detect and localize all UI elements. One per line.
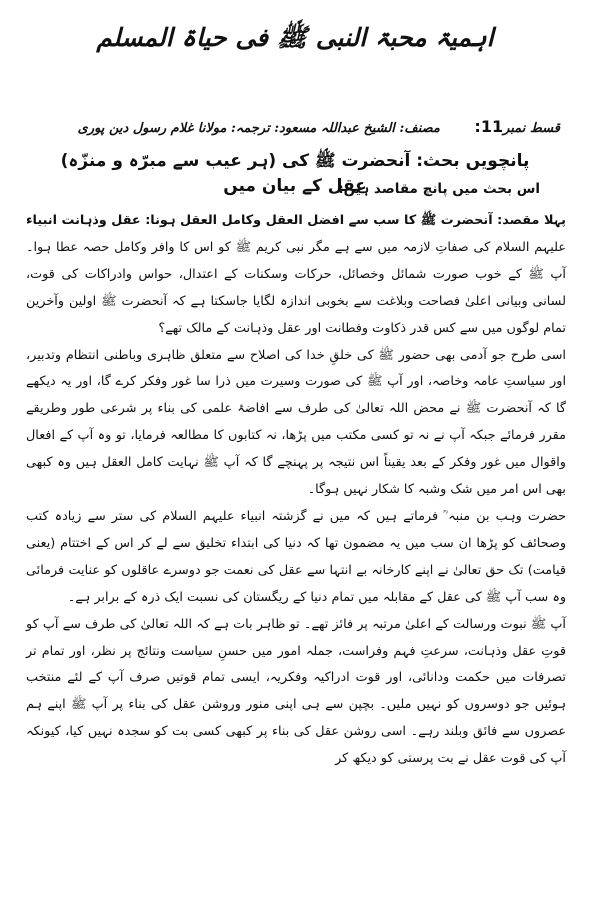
section-heading: پانچویں بحث: آنحضرت ﷺ کی (ہر عیب سے مبرّہ و منزّہ) عقل کے بیان میں bbox=[60, 151, 530, 196]
paragraph-lead: پہلا مقصد: آنحضرت ﷺ کا سب سے افضل العقل وکامل العقل ہونا: عقل وذہانت انبیاء bbox=[26, 213, 566, 228]
byline bbox=[30, 117, 560, 136]
installment bbox=[474, 117, 560, 136]
installment-number: 11: bbox=[474, 117, 504, 136]
paragraph bbox=[26, 343, 566, 504]
article-body bbox=[26, 208, 566, 773]
paragraph-text: آپ ﷺ نبوت ورسالت کے اعلیٰ مرتبہ پر فائز تھے۔ تو ظاہر بات ہے کہ اللہ تعالیٰ کی طرف سے آپ کو قوتِ عقل وذہانت، سرعتِ فہم وفراست، جملہ امور میں حسنِ سیاست ونتائج پر نظر، اور تمام تر تصرفات میں حکمت ودانائی، اور قوت ادراکیہ وفکریہ، ایسی تمام قوتیں صرف آپ کے لئے منتخب ہوئیں جو دوسروں کو نہیں ملیں۔ بچپن سے ہی اپنی منور وروشن عقل کی بناء پر آپ ﷺ اپنے ہم عصروں سے فائق وبلند رہے۔ اسی روشن عقل کی بناء پر کبھی کسی بت کو سجدہ نہیں کیا، کیونکہ آپ کی قوت عقل نے بت پرستی کو دیکھ کر bbox=[26, 616, 566, 767]
page-title: اہمیۃ محبۃ النبی ﷺ فی حیاۃ المسلم bbox=[96, 23, 494, 52]
paragraph bbox=[26, 504, 566, 612]
paragraph-text: حضرت وہب بن منبہ ؒ فرماتے ہیں کہ میں نے گزشتہ انبیاء علیہم السلام کی ستر سے زیادہ کتب وصحائف کو پڑھا ان سب میں یہ مضمون تھا کہ دنیا کی ابتداء تخلیق سے لے کر اس کے اختتام (یعنی قیامت) تک حق تعالیٰ نے اپنے کارخانہ بے انتہا سے عقل کی نعمت جو دوسرے عاقلوں کو عنایت فرمائی وہ سب آپ ﷺ کی عقل کے مقابلہ میں تمام دنیا کے ریگستان کی نسبت ایک ذرہ کے برابر ہے۔ bbox=[26, 508, 566, 605]
installment-label: قسط نمبر bbox=[503, 121, 560, 136]
paragraph bbox=[26, 208, 566, 343]
author-translator: مصنف: الشیخ عبداللہ مسعود: ترجمہ: مولانا غلام رسول دین پوری bbox=[77, 121, 440, 136]
title-divider bbox=[60, 104, 530, 105]
paragraph-text: اسی طرح جو آدمی بھی حضور ﷺ کی خلقِ خدا کی اصلاح سے متعلق ظاہری وباطنی انتظام وتدبیر، اور سیاستِ عامہ وخاصہ، اور آپ ﷺ کی صورت وسیرت میں ذرا سا غور وفکر کرے گا، اور یہ دیکھے گا کہ آنحضرت ﷺ نے محض اللہ تعالیٰ کی طرف سے افاضۂ علمی کی بناء پر شرعی طور وطریقے مقرر فرمائے جبکہ آپ نے نہ تو کسی مکتب میں پڑھا، نہ کتابوں کا مطالعہ فرمایا، تو وہ آپ کے افعال واقوال میں غور وفکر کے بعد یقیناً اس نتیجہ پر پہنچے گا کہ آپ ﷺ نہایت کامل العقل ہیں وہ کبھی بھی اس امر میں شک وشبہ کا شکار نہیں ہوگا۔ bbox=[26, 347, 566, 498]
paragraph bbox=[26, 612, 566, 773]
intro-line: اس بحث میں پانچ مقاصد ہیں: bbox=[338, 181, 540, 197]
paragraph-text: علیہم السلام کی صفاتِ لازمہ میں سے ہے مگر نبی کریم ﷺ کو اس کا وافر وکامل حصہ عطا ہوا۔ آپ ﷺ کے خوب صورت شمائل وخصائل، حرکات وسکنات کے اعتدال، حواس وادراکات کی قوت، لسانی وبیانی اعلیٰ فصاحت وبلاغت سے بخوبی اندازہ لگایا جاسکتا ہے کہ آنحضرت ﷺ اولین وآخرین تمام لوگوں میں سے کس قدر ذکاوت وفطانت اور عقل وذہانت کے مالک تھے؟ bbox=[26, 239, 566, 336]
